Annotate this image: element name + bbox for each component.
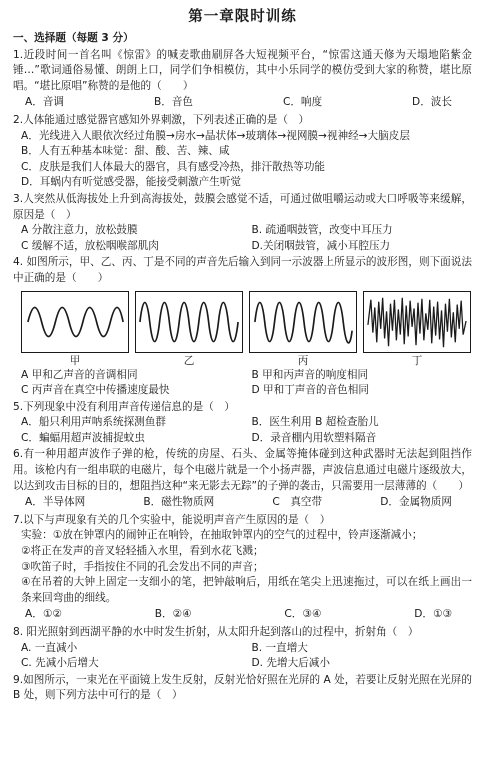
waveform-jia <box>21 291 129 368</box>
waveform-label: 丁 <box>411 354 423 367</box>
waveform-ding <box>363 291 471 368</box>
option-d: D．录音棚内用软塑料隔音 <box>251 431 377 444</box>
section-title: 一、选择题（每题 3 分） <box>13 32 134 44</box>
option-c: C．皮肤是我们人体最大的器官，具有感受冷热，排汗散热等功能 <box>21 160 326 173</box>
waveform-label: 乙 <box>183 354 195 367</box>
question-stem: 7.以下与声现象有关的几个实验中，能说明声音产生原因的是（ ） <box>13 513 331 526</box>
question-3 <box>13 192 472 254</box>
question-2 <box>13 113 472 191</box>
option-a: A．船只利用声呐系统探测鱼群 <box>21 416 166 429</box>
question-stem: 6.有一种用超声波作子弹的枪，传统的房屋、石头、金属等掩体碰到这种武器时无法起到阻挡作用。该枪内有一组串联的电磁片，每个电磁片就是一个小扬声器，声波信息通过电磁片逐级放大，以达到攻击目标的目的，想阻挡这种“来无影去无踪”的子弹的袭击，只需要用一层薄薄的（ ） <box>13 448 472 492</box>
waveform-yi <box>135 291 243 368</box>
options-grid <box>13 641 472 672</box>
option-c: C．响度 <box>282 96 323 109</box>
waveform-yi-graphic <box>135 291 243 353</box>
option-d: D．波长 <box>412 96 452 109</box>
question-9 <box>13 673 472 704</box>
question-stem: 8. 阳光照射到西湖平静的水中时发生折射，从太阳升起到落山的过程中，折射角（ ） <box>13 626 419 638</box>
options-row <box>13 606 472 624</box>
question-stem: 2.人体能通过感觉器官感知外界刺激，下列表述正确的是（ ） <box>13 113 310 126</box>
option-d: D 甲和丁声音的音色相同 <box>251 384 369 397</box>
option-b: B．音色 <box>153 96 194 109</box>
waveform-bing-graphic <box>249 291 357 353</box>
option-c: C．③④ <box>284 608 322 621</box>
question-stem: 3.人突然从低海拔处上升到高海拔处，鼓膜会感觉不适，可通过做咀嚼运动或大口呼吸等来缓解，原因是（ ） <box>13 192 472 221</box>
option-c: C 丙声音在真空中传播速度最快 <box>21 384 170 397</box>
option-a: A 分散注意力，放松鼓膜 <box>21 224 138 237</box>
waveform-bing <box>249 291 357 368</box>
option-b: B. 疏通咽鼓管，改变中耳压力 <box>251 224 393 237</box>
option-c: C. 先减小后增大 <box>21 657 99 670</box>
options-grid <box>13 415 472 446</box>
options-grid <box>13 368 472 399</box>
page-title: 第一章限时训练 <box>188 9 297 25</box>
question-stem: 4. 如图所示，甲、乙、丙、丁是不同的声音先后输入到同一示波器上所显示的波形图，则下面说法中正确的是（ ） <box>13 256 472 284</box>
option-b: B 甲和丙声音的响度相同 <box>251 368 369 381</box>
question-stem: 9.如图所示，一束光在平面镜上发生反射，反射光恰好照在光屏的 A 处，若要让反射光照在光屏的 B 处，则下列方法中可行的是（ ） <box>13 673 472 702</box>
option-b: B. 一直增大 <box>251 641 308 654</box>
question-8 <box>13 625 472 672</box>
option-d: D．耳蜗内有听觉感受器，能接受刺激产生听觉 <box>21 176 242 189</box>
options-row <box>13 494 472 512</box>
experiment-item-4: ④在吊着的大钟上固定一支细小的笔，把钟敲响后，用纸在笔尖上迅速拖过，可以在纸上画出一条来回弯曲的细线。 <box>21 576 472 604</box>
question-7 <box>13 513 472 624</box>
question-1 <box>13 48 472 112</box>
question-6 <box>13 447 472 511</box>
option-b: B．人有五种基本味觉：甜、酸、苦、辣、咸 <box>21 145 230 158</box>
option-a: A．①② <box>25 608 62 621</box>
option-a: A．音调 <box>25 96 65 109</box>
option-c: C．蝙蝠用超声波捕捉蚊虫 <box>21 431 145 444</box>
option-d: D. 先增大后减小 <box>251 657 330 670</box>
option-c: C 缓解不适，放松咽喉部肌肉 <box>21 239 159 252</box>
option-d: D．金属物质网 <box>380 496 452 509</box>
experiment-item-1: 实验：①放在钟罩内的闹钟正在响铃，在抽取钟罩内的空气的过程中，铃声逐渐减小； <box>21 529 423 542</box>
question-5 <box>13 400 472 447</box>
waveform-jia-graphic <box>21 291 129 353</box>
options-row <box>13 94 472 112</box>
option-a: A 甲和乙声音的音调相同 <box>21 368 138 381</box>
options-grid <box>13 223 472 254</box>
waveform-label: 甲 <box>69 354 81 367</box>
question-4 <box>13 255 472 398</box>
option-d: D．①③ <box>414 608 452 621</box>
waveform-label: 丙 <box>297 354 309 367</box>
option-c: C 真空带 <box>272 496 323 509</box>
experiment-item-2: ②将正在发声的音叉轻轻插入水里，看到水花飞溅； <box>21 545 264 558</box>
option-a: A. 一直减小 <box>21 641 78 654</box>
option-b: B．磁性物质网 <box>143 496 215 509</box>
experiment-item-3: ③吹笛子时，手指按住不同的孔会发出不同的声音； <box>21 560 264 573</box>
option-b: B．医生利用 B 超检查胎儿 <box>251 416 379 429</box>
waveform-ding-graphic <box>363 291 471 353</box>
option-d: D.关闭咽鼓管，减小耳腔压力 <box>251 239 391 252</box>
question-stem: 1.近段时间一首名叫《惊雷》的喊麦歌曲刷屏各大短视频平台，“惊雷这通天修为天塌地陷紫金锤…”歌词通俗易懂、朗朗上口，同学们争相模仿，其中小乐同学的模仿受到大家的称赞，堪比原唱。“堪比原唱”称赞的是他的（ ） <box>13 48 472 92</box>
waveform-figures <box>13 287 472 368</box>
question-stem: 5.下列现象中没有利用声音传递信息的是（ ） <box>13 400 235 413</box>
option-a: A．半导体网 <box>25 496 86 509</box>
option-b: B．②④ <box>154 608 192 621</box>
option-a: A．光线进入人眼依次经过角膜→房水→晶状体→玻璃体→视网膜→视神经→大脑皮层 <box>21 129 410 142</box>
